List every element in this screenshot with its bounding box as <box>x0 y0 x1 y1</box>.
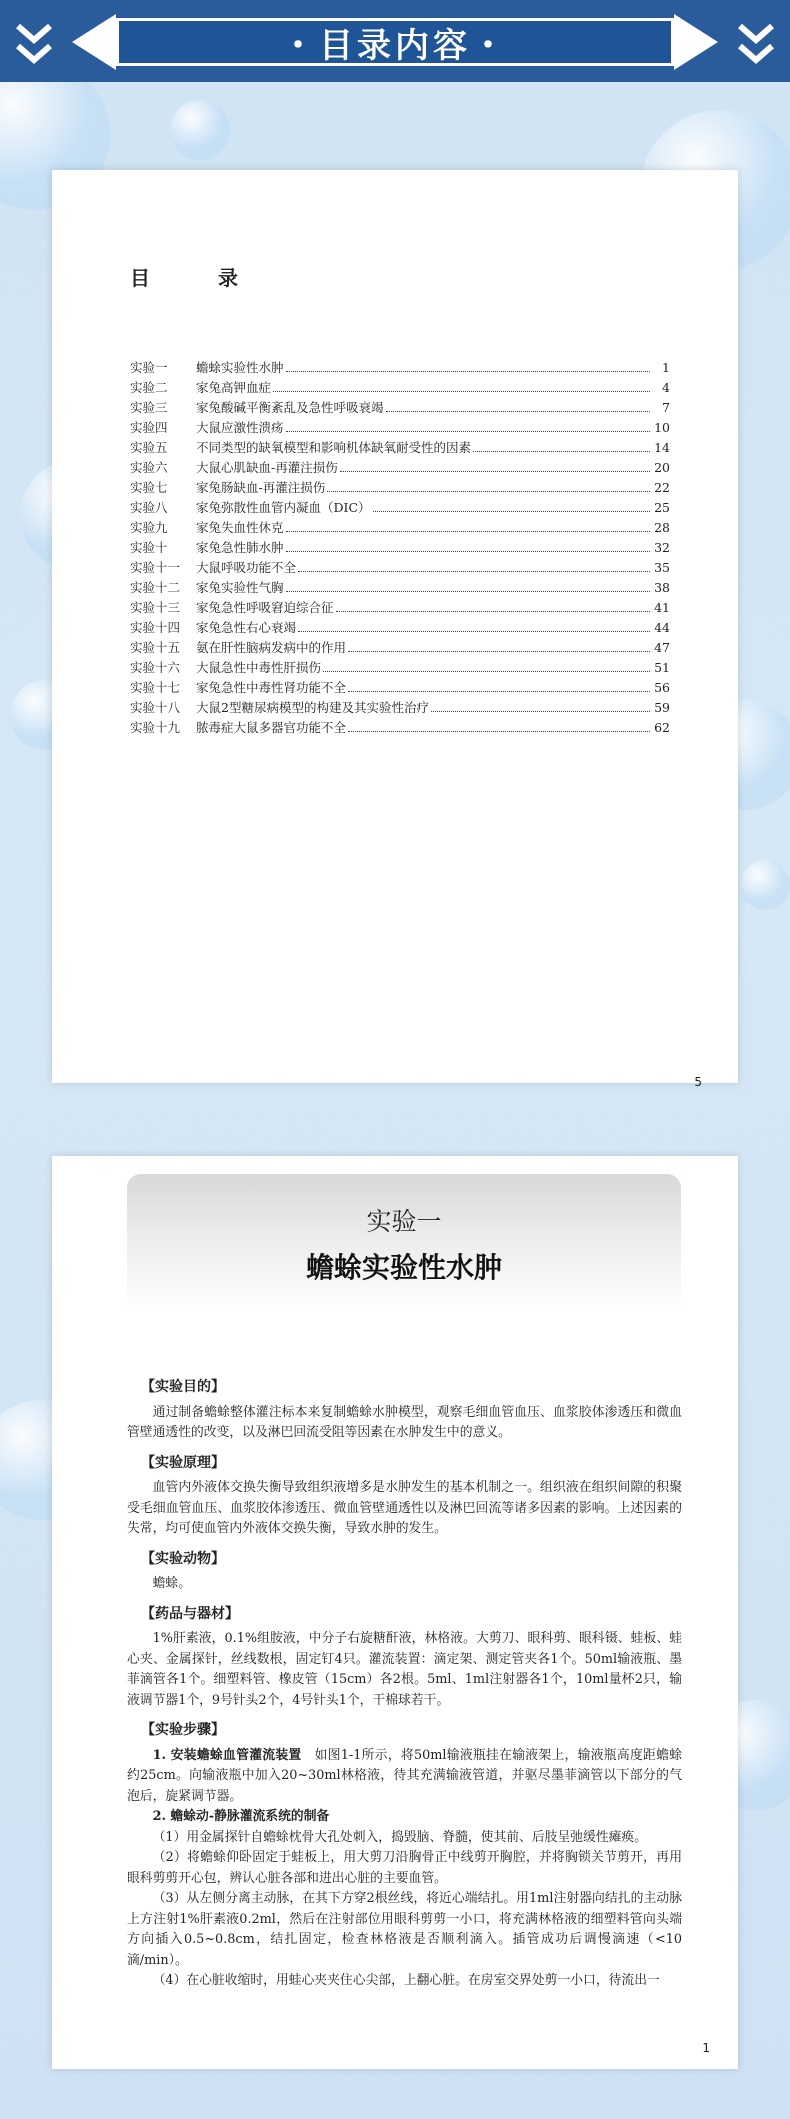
section-heading: 【实验原理】 <box>141 1454 225 1471</box>
toc-entry-title: 家兔实验性气胸 <box>196 580 284 595</box>
toc-entry-title: 家兔失血性休克 <box>196 520 284 535</box>
toc-entry-number: 实验六 <box>130 460 168 475</box>
toc-entry-number: 实验十八 <box>130 700 181 715</box>
toc-entry-title: 家兔弥散性血管内凝血（DIC） <box>196 500 371 515</box>
paragraph: （1）用金属探针自蟾蜍枕骨大孔处刺入，捣毁脑、脊髓，使其前、后肢呈弛缓性瘫痪。 <box>152 1829 648 1845</box>
toc-leader-dots <box>348 651 650 652</box>
toc-entry <box>130 478 670 498</box>
title-banner <box>72 14 718 70</box>
toc-entry-title: 大鼠心肌缺血-再灌注损伤 <box>196 460 338 475</box>
toc-entry-number: 实验十三 <box>130 600 181 615</box>
toc-entry-title: 氨在肝性脑病发病中的作用 <box>196 640 347 655</box>
toc-leader-dots <box>431 711 650 712</box>
bg-bubble <box>170 100 230 160</box>
toc-entry-number: 实验十九 <box>130 720 181 735</box>
toc-leader-dots <box>286 431 650 432</box>
double-chevron-down-icon <box>14 22 54 66</box>
chapter-body <box>127 1368 682 1992</box>
paragraph: （2）将蟾蜍仰卧固定于蛙板上，用大剪刀沿胸骨正中线剪开胸腔，并将胸锁关节剪开，再用眼科剪剪开心包，辨认心脏各部和进出心脏的主要血管。 <box>127 1850 682 1886</box>
toc-entry-number: 实验十 <box>130 540 168 555</box>
toc-leader-dots <box>348 731 650 732</box>
toc-entry-title: 家兔高钾血症 <box>196 380 272 395</box>
toc-entry <box>130 558 670 578</box>
toc-leader-dots <box>340 471 650 472</box>
toc-leader-dots <box>273 391 650 392</box>
paragraph: 通过制备蟾蜍整体灌注标本来复制蟾蜍水肿模型，观察毛细血管血压、血浆胶体渗透压和微血管壁通透性的改变，以及淋巴回流受阻等因素在水肿发生中的意义。 <box>127 1404 682 1440</box>
toc-entry-title: 蟾蜍实验性水肿 <box>196 360 284 375</box>
toc-leader-dots <box>323 671 650 672</box>
toc-entry-page: 25 <box>654 500 670 515</box>
toc-entry <box>130 578 670 598</box>
toc-leader-dots <box>373 511 650 512</box>
toc-entry-title: 家兔急性肺水肿 <box>196 540 284 555</box>
toc-entry-title: 大鼠2型糖尿病模型的构建及其实验性治疗 <box>196 700 429 715</box>
toc-entry-number: 实验二 <box>130 380 168 395</box>
toc-entry <box>130 438 670 458</box>
paragraph: （4）在心脏收缩时，用蛙心夹夹住心尖部，上翻心脏。在房室交界处剪一小口，待流出一 <box>152 1973 660 1988</box>
toc-entry-page: 1 <box>662 360 670 375</box>
toc-entry <box>130 538 670 558</box>
toc-entry-number: 实验十七 <box>130 680 181 695</box>
toc-entry-number: 实验四 <box>130 420 168 435</box>
toc-entry-number: 实验十四 <box>130 620 181 635</box>
toc-entry-title: 家兔急性呼吸窘迫综合征 <box>196 600 334 615</box>
toc-entry <box>130 598 670 618</box>
section-heading: 【实验动物】 <box>141 1550 225 1567</box>
step-title: 1. 安装蟾蜍血管灌流装置 <box>152 1747 302 1763</box>
toc-leader-dots <box>286 551 650 552</box>
banner-arrow-left <box>72 14 116 70</box>
toc-leader-dots <box>386 411 650 412</box>
toc-entry <box>130 658 670 678</box>
toc-list <box>130 358 670 738</box>
toc-entry <box>130 518 670 538</box>
toc-page <box>52 170 738 1089</box>
bg-bubble <box>740 860 790 910</box>
toc-entry-number: 实验三 <box>130 400 168 415</box>
toc-leader-dots <box>286 531 650 532</box>
chapter-number: 实验一 <box>366 1207 442 1236</box>
toc-entry-title: 脓毒症大鼠多器官功能不全 <box>196 720 347 735</box>
toc-entry <box>130 398 670 418</box>
toc-entry-title: 不同类型的缺氧模型和影响机体缺氧耐受性的因素 <box>196 440 472 455</box>
toc-leader-dots <box>473 451 650 452</box>
toc-leader-dots <box>327 491 650 492</box>
section-heading: 【实验目的】 <box>141 1379 225 1395</box>
toc-entry-page: 32 <box>654 540 670 555</box>
banner-box <box>116 18 674 66</box>
toc-entry-page: 47 <box>654 640 670 655</box>
toc-entry-number: 实验八 <box>130 500 168 515</box>
toc-entry <box>130 698 670 718</box>
toc-entry-number: 实验十一 <box>130 560 181 575</box>
toc-entry-page: 22 <box>654 480 670 495</box>
toc-entry-page: 28 <box>654 520 670 535</box>
page-number: 5 <box>694 1075 702 1089</box>
chapter-header <box>127 1174 681 1314</box>
step-text: 如图1-1所示，将50ml输液瓶挂在输液架上，输液瓶高度距蟾蜍约25cm。向输液瓶中加入20~30ml林格液，待其充满输液管道，并驱尽墨菲滴管以下部分的气泡后，旋紧调节器。 <box>127 1747 683 1804</box>
toc-entry-number: 实验九 <box>130 520 168 535</box>
toc-entry <box>130 418 670 438</box>
toc-entry-page: 56 <box>654 680 670 695</box>
toc-entry-page: 20 <box>654 460 670 475</box>
toc-entry <box>130 358 670 378</box>
toc-entry-title: 家兔肠缺血-再灌注损伤 <box>196 480 326 495</box>
toc-entry <box>130 618 670 638</box>
step-title: 2. 蟾蜍动-静脉灌流系统的制备 <box>152 1809 330 1824</box>
toc-entry-number: 实验七 <box>130 480 168 495</box>
paragraph: 蟾蜍。 <box>152 1576 191 1591</box>
toc-entry-page: 59 <box>654 700 670 715</box>
toc-entry-page: 62 <box>654 720 670 735</box>
double-chevron-down-icon <box>736 22 776 66</box>
section-heading: 【药品与器材】 <box>141 1605 239 1622</box>
toc-leader-dots <box>286 591 650 592</box>
page-title: ・目录内容・ <box>281 25 509 66</box>
toc-entry-title: 大鼠急性中毒性肝损伤 <box>196 660 322 675</box>
toc-entry <box>130 678 670 698</box>
toc-entry-number: 实验五 <box>130 440 168 455</box>
step-paragraph <box>127 1746 682 1808</box>
section-heading: 【实验步骤】 <box>141 1722 225 1738</box>
header-bar <box>0 0 790 82</box>
chapter-page <box>52 1156 738 2069</box>
toc-entry-page: 10 <box>654 420 670 435</box>
toc-entry <box>130 498 670 518</box>
banner-arrow-right <box>674 14 718 70</box>
toc-entry-title: 家兔急性中毒性肾功能不全 <box>196 680 347 695</box>
toc-entry-title: 大鼠呼吸功能不全 <box>196 560 297 575</box>
toc-leader-dots <box>348 691 650 692</box>
toc-leader-dots <box>336 611 650 612</box>
toc-entry-page: 35 <box>654 560 670 575</box>
toc-entry-number: 实验一 <box>130 360 168 375</box>
toc-entry <box>130 718 670 738</box>
toc-entry-page: 7 <box>662 400 670 415</box>
toc-entry-title: 家兔酸碱平衡紊乱及急性呼吸衰竭 <box>196 400 384 415</box>
page-number: 1 <box>702 2041 710 2055</box>
paragraph: 血管内外液体交换失衡导致组织液增多是水肿发生的基本机制之一。组织液在组织间隙的积聚受毛细血管血压、血浆胶体渗透压、微血管壁通透性以及淋巴回流等诸多因素的影响。上述因素的失常，均可使血管内外液体交换失衡，导致水肿的发生。 <box>127 1480 682 1536</box>
toc-entry-page: 38 <box>654 580 670 595</box>
toc-entry-title: 大鼠应激性溃疡 <box>196 420 284 435</box>
toc-entry-number: 实验十二 <box>130 580 181 595</box>
toc-entry <box>130 378 670 398</box>
toc-heading: 目 录 <box>130 266 262 290</box>
toc-entry-page: 44 <box>654 620 670 635</box>
toc-entry-page: 14 <box>654 440 670 455</box>
toc-entry-number: 实验十六 <box>130 660 181 675</box>
paragraph: 1%肝素液，0.1%组胺液，中分子右旋糖酐液，林格液。大剪刀、眼科剪、眼科镊、蛙板、蛙心夹、金属探针，丝线数根，固定钉4只。灌流装置：滴定架、测定管夹各1个。50ml输液瓶、墨菲滴管各1个。细塑料管、橡皮管（15cm）各2根。5ml、1ml注射器各1个，10ml量杯2只，输液调节器1个，9号针头2个，4号针头1个，干棉球若干。 <box>127 1631 682 1708</box>
chapter-title: 蟾蜍实验性水肿 <box>305 1251 502 1284</box>
toc-leader-dots <box>298 631 650 632</box>
toc-entry <box>130 638 670 658</box>
toc-entry-page: 4 <box>662 380 670 395</box>
toc-entry-page: 51 <box>654 660 670 675</box>
toc-entry <box>130 458 670 478</box>
toc-entry-number: 实验十五 <box>130 640 181 655</box>
toc-leader-dots <box>298 571 650 572</box>
toc-leader-dots <box>286 371 650 372</box>
toc-entry-page: 41 <box>654 600 670 615</box>
paragraph: （3）从左侧分离主动脉，在其下方穿2根丝线，将近心端结扎。用1ml注射器向结扎的主动脉上方注射1%肝素液0.2ml，然后在注射部位用眼科剪剪一小口，将充满林格液的细塑料管向头端方向插入0.5~0.8cm，结扎固定，检查林格液是否顺利滴入。插管成功后调慢滴速（<10滴/min）。 <box>127 1891 682 1968</box>
toc-entry-title: 家兔急性右心衰竭 <box>196 620 297 635</box>
